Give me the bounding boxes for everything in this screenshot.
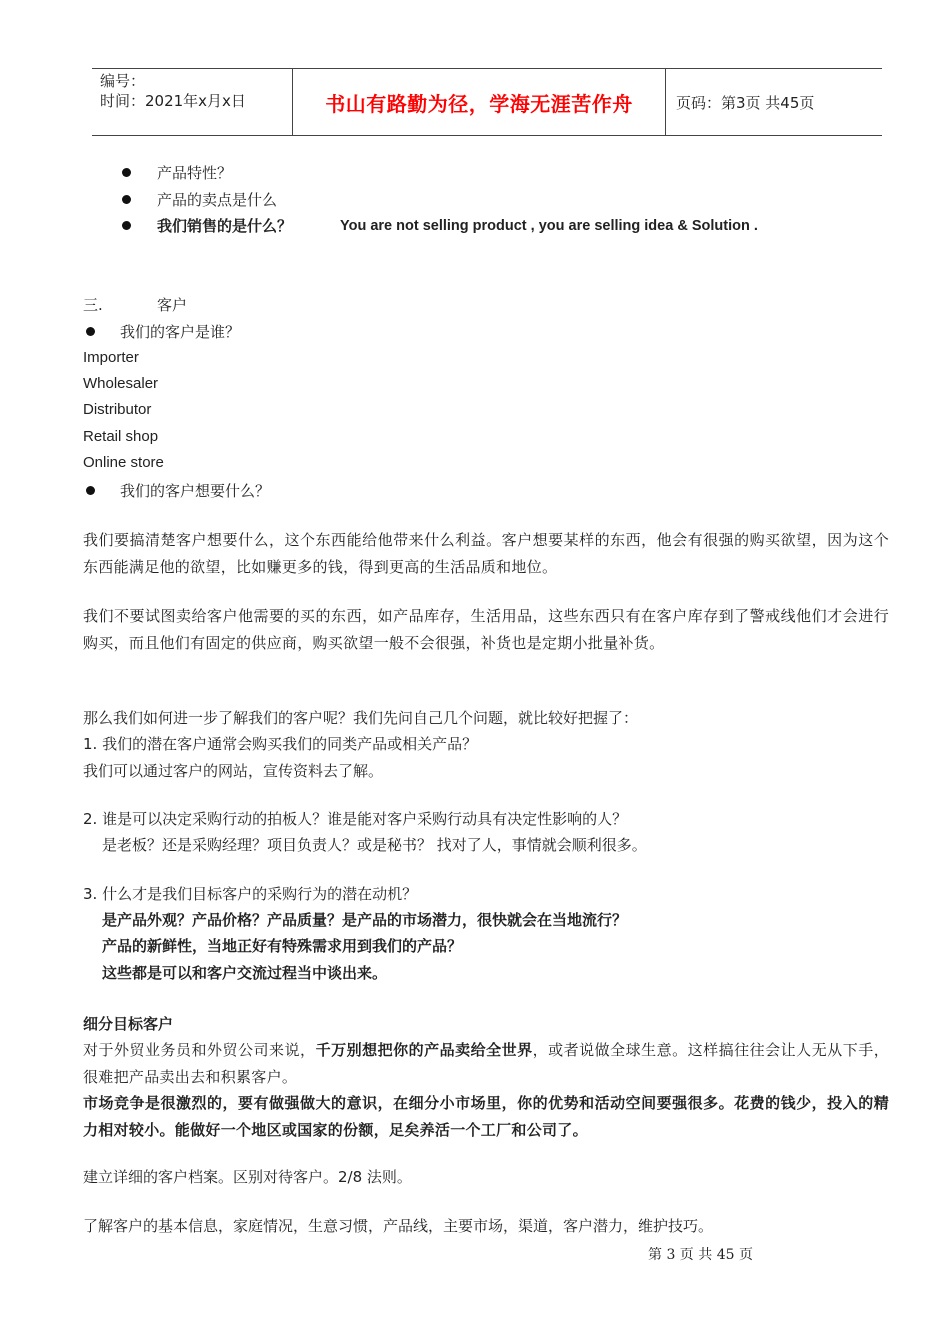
english-slogan: You are not selling product , you are selling idea & Solution . — [340, 218, 758, 234]
page-footer: 第 3 页 共 45 页 — [648, 1247, 753, 1263]
paragraph-4 — [83, 1037, 889, 1090]
bullet-icon — [122, 195, 131, 204]
customer-type: Retail shop — [83, 428, 159, 445]
list-item-3-answer: 是产品外观？产品价格？产品质量？是产品的市场潜力，很快就会在当地流行？ — [102, 911, 628, 929]
paragraph-2: 我们不要试图卖给客户他需要的买的东西，如产品库存，生活用品，这些东西只有在客户库存到了警戒线他们才会进行购买，而且他们有固定的供应商，购买欲望一般不会很强，补货也是定期小批量补货。 — [83, 607, 889, 652]
customer-question-2: 我们的客户想要什么？ — [120, 482, 271, 500]
code-label: 编号： — [100, 72, 146, 90]
paragraph-6: 建立详细的客户档案。区别对待客户。2/8 法则。 — [83, 1168, 412, 1186]
motto-text: 书山有路勤为径，学海无涯苦作舟 — [325, 91, 633, 116]
paragraph-5: 市场竞争是很激烈的，要有做强做大的意识，在细分小市场里，你的优势和活动空间要强很多。花费的钱少，投入的精力相对较小。能做好一个地区或国家的份额，足矣养活一个工厂和公司了。 — [83, 1094, 889, 1139]
paragraph-4-text: ，或者说做全球生意。这样搞往往会让人无从下手，很难把产品卖出去和积累客户。 — [83, 1041, 890, 1086]
header-left-cell — [92, 69, 292, 135]
paragraph-3: 那么我们如何进一步了解我们的客户呢？我们先问自己几个问题，就比较好把握了： — [83, 709, 639, 727]
header-motto-cell — [292, 69, 666, 135]
page-code: 页码：第3页 共45页 — [676, 93, 815, 112]
customer-type: Wholesaler — [83, 375, 159, 392]
bullet-icon — [86, 486, 95, 495]
section-number: 三. — [83, 296, 103, 314]
paragraph-1: 我们要搞清楚客户想要什么，这个东西能给他带来什么利益。客户想要某样的东西，他会有很强的购买欲望，因为这个东西能满足他的欲望，比如赚更多的钱，得到更高的生活品质和地位。 — [83, 531, 889, 576]
product-bullet-2: 产品的卖点是什么 — [157, 191, 278, 209]
header-page-cell — [666, 69, 882, 135]
customer-question-1: 我们的客户是谁？ — [120, 323, 241, 341]
list-item-1: 1. 我们的潜在客户通常会购买我们的同类产品或相关产品？ — [83, 735, 478, 753]
list-item-2: 2. 谁是可以决定采购行动的拍板人？谁是能对客户采购行动具有决定性影响的人？ — [83, 810, 628, 828]
customer-type: Importer — [83, 349, 139, 366]
list-item-3: 3. 什么才是我们目标客户的采购行为的潜在动机？ — [83, 885, 418, 903]
paragraph-7: 了解客户的基本信息，家庭情况，生意习惯，产品线，主要市场，渠道，客户潜力，维护技巧。 — [83, 1217, 714, 1235]
list-item-3-answer: 这些都是可以和客户交流过程当中谈出来。 — [102, 964, 388, 982]
bullet-icon — [86, 327, 95, 336]
list-item-1-answer: 我们可以通过客户的网站，宣传资料去了解。 — [83, 762, 384, 780]
list-item-2-answer: 是老板？还是采购经理？项目负责人？或是秘书？ 找对了人，事情就会顺利很多。 — [102, 836, 647, 854]
customer-type: Distributor — [83, 401, 152, 418]
subheading: 细分目标客户 — [83, 1015, 174, 1033]
list-item-3-answer: 产品的新鲜性，当地正好有特殊需求用到我们的产品？ — [102, 937, 463, 955]
time-label: 时间：2021年x月x日 — [100, 92, 246, 110]
bullet-icon — [122, 221, 131, 230]
paragraph-4-emphasis: 千万别想把你的产品卖给全世界 — [315, 1041, 533, 1059]
customer-type: Online store — [83, 454, 164, 471]
bullet-icon — [122, 168, 131, 177]
product-bullet-1: 产品特性？ — [157, 164, 233, 182]
section-heading: 客户 — [157, 296, 188, 314]
header-table — [92, 68, 882, 136]
paragraph-4-text: 对于外贸业务员和外贸公司来说， — [83, 1041, 316, 1059]
product-bullet-3: 我们销售的是什么？ — [157, 217, 293, 235]
